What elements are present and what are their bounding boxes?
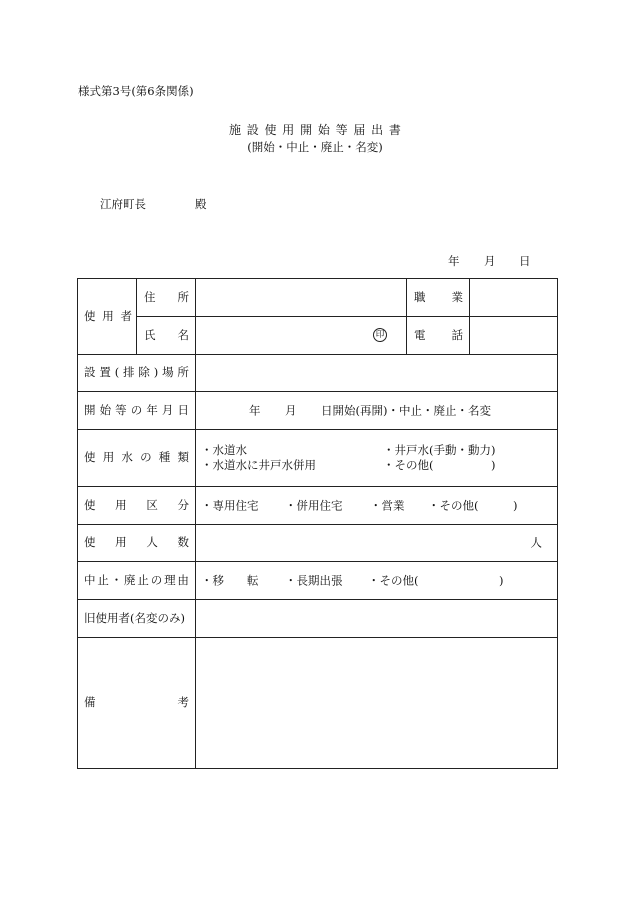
- water-option-combined: ・水道水に井戸水併用: [201, 458, 316, 472]
- label-char: 場: [162, 365, 174, 380]
- start-date-value-cell: [195, 391, 558, 430]
- phone-label: [414, 327, 463, 342]
- occupation-value-cell: [469, 278, 558, 317]
- water-type-value-cell: [195, 429, 558, 487]
- label-char: 数: [177, 535, 189, 550]
- label-char: 所: [177, 289, 189, 304]
- label-char: 始: [99, 402, 112, 417]
- start-date-year: 年: [249, 402, 261, 417]
- label-char: 使: [84, 450, 96, 465]
- reason-option-long-trip: ・長期出張: [285, 572, 343, 587]
- user-label: [84, 308, 132, 323]
- date-month: 月: [484, 254, 496, 268]
- previous-user-label: 旧使用者(名変のみ): [84, 610, 185, 625]
- label-char: 止: [97, 572, 109, 587]
- location-label-cell: [77, 354, 196, 392]
- occupation-label-cell: [406, 278, 470, 317]
- previous-user-label-cell: [77, 599, 196, 638]
- label-char: 区: [146, 497, 158, 512]
- label-char: 月: [161, 402, 174, 417]
- label-char: 届: [353, 123, 366, 137]
- label-char: 出: [371, 123, 384, 137]
- label-char: 用: [115, 497, 127, 512]
- start-date-month: 月: [285, 402, 297, 417]
- label-char: 使: [84, 497, 96, 512]
- addressee-name: 江府町長: [100, 197, 146, 211]
- label-char: 電: [414, 327, 426, 342]
- form-number: 様式第3号(第6条関係): [78, 84, 194, 98]
- start-date-label: [84, 402, 189, 417]
- label-char: ): [153, 365, 159, 380]
- reason-label: [84, 572, 189, 587]
- date-day: 日: [519, 254, 531, 268]
- label-char: 施: [229, 123, 242, 137]
- label-char: 等: [115, 402, 127, 417]
- remarks-label: [84, 697, 189, 709]
- label-char: 設: [84, 365, 96, 380]
- form-title: [229, 124, 401, 136]
- user-label-cell: [77, 278, 137, 355]
- label-char: 使: [84, 308, 96, 323]
- label-char: 住: [144, 289, 156, 304]
- reason-option-other: ・その他( ): [368, 572, 504, 587]
- label-char: 等: [335, 123, 348, 137]
- label-char: 者: [120, 308, 132, 323]
- label-char: 名: [177, 327, 189, 342]
- label-char: 止: [137, 572, 149, 587]
- label-char: 人: [146, 535, 158, 550]
- name-label: [144, 327, 189, 342]
- water-option-other: ・その他( ): [383, 458, 496, 472]
- phone-label-cell: [406, 316, 470, 355]
- label-char: 用: [102, 450, 115, 465]
- label-char: (: [114, 365, 120, 380]
- label-char: 始: [317, 123, 330, 137]
- previous-user-value-cell: [195, 599, 558, 638]
- date-year: 年: [448, 254, 460, 268]
- usage-category-label: [84, 497, 189, 512]
- label-char: 類: [177, 450, 189, 465]
- location-value-cell: [195, 354, 558, 392]
- label-char: 理: [164, 572, 176, 587]
- label-char: 分: [177, 497, 189, 512]
- usage-option-residential: ・専用住宅: [201, 497, 259, 512]
- label-char: 開: [84, 402, 96, 417]
- label-char: 由: [177, 572, 189, 587]
- label-char: 開: [300, 123, 313, 137]
- name-label-cell: [136, 316, 196, 355]
- label-char: 氏: [144, 327, 156, 342]
- label-char: 種: [158, 450, 171, 465]
- reason-label-cell: [77, 561, 196, 600]
- label-char: 置: [99, 365, 111, 380]
- occupants-label-cell: [77, 524, 196, 562]
- start-date-day-types: 日開始(再開)・中止・廃止・名変: [321, 402, 491, 417]
- label-char: 中: [84, 572, 96, 587]
- occupants-label: [84, 537, 189, 549]
- label-char: 書: [388, 123, 401, 137]
- reason-option-relocation: ・移 転: [201, 572, 259, 587]
- usage-option-other: ・その他( ): [428, 497, 518, 512]
- label-char: 水: [121, 450, 133, 465]
- usage-option-mixed: ・併用住宅: [285, 497, 343, 512]
- usage-option-business: ・営業: [370, 497, 405, 512]
- usage-category-value-cell: [195, 486, 558, 525]
- label-char: ・: [110, 572, 123, 587]
- label-char: の: [150, 572, 163, 587]
- label-char: 用: [282, 123, 295, 137]
- seal-mark: 印: [373, 328, 387, 342]
- remarks-label-cell: [77, 637, 196, 769]
- label-char: 備: [84, 695, 96, 710]
- label-char: の: [140, 450, 152, 465]
- label-char: の: [130, 402, 143, 417]
- water-option-tap: ・水道水: [201, 443, 247, 457]
- address-label-cell: [136, 278, 196, 317]
- form-subtitle: (開始・中止・廃止・名変): [247, 140, 383, 154]
- label-char: 除: [138, 365, 150, 380]
- address-label: [144, 289, 189, 304]
- label-char: 用: [115, 535, 127, 550]
- label-char: 所: [177, 365, 189, 380]
- reason-value-cell: [195, 561, 558, 600]
- water-type-label: [84, 452, 189, 464]
- occupants-value-cell: [195, 524, 558, 562]
- label-char: 考: [177, 695, 189, 710]
- water-option-well: ・井戸水(手動・動力): [383, 443, 496, 457]
- occupants-unit: 人: [530, 535, 542, 550]
- address-value-cell: [195, 278, 407, 317]
- water-type-label-cell: [77, 429, 196, 487]
- label-char: 職: [414, 289, 426, 304]
- label-char: 業: [451, 289, 463, 304]
- remarks-value-cell: [195, 637, 558, 769]
- label-char: 話: [451, 327, 463, 342]
- label-char: 使: [84, 535, 96, 550]
- start-date-label-cell: [77, 391, 196, 430]
- label-char: 使: [264, 123, 277, 137]
- label-char: 廃: [124, 572, 136, 587]
- form-table: [77, 278, 558, 769]
- label-char: 日: [177, 402, 189, 417]
- location-label: [84, 367, 189, 379]
- occupation-label: [414, 289, 463, 304]
- label-char: 用: [102, 308, 114, 323]
- phone-value-cell: [469, 316, 558, 355]
- name-value-cell: [195, 316, 407, 355]
- usage-category-label-cell: [77, 486, 196, 525]
- label-char: 排: [123, 365, 135, 380]
- addressee-honorific: 殿: [195, 197, 207, 211]
- label-char: 年: [146, 402, 158, 417]
- label-char: 設: [246, 123, 259, 137]
